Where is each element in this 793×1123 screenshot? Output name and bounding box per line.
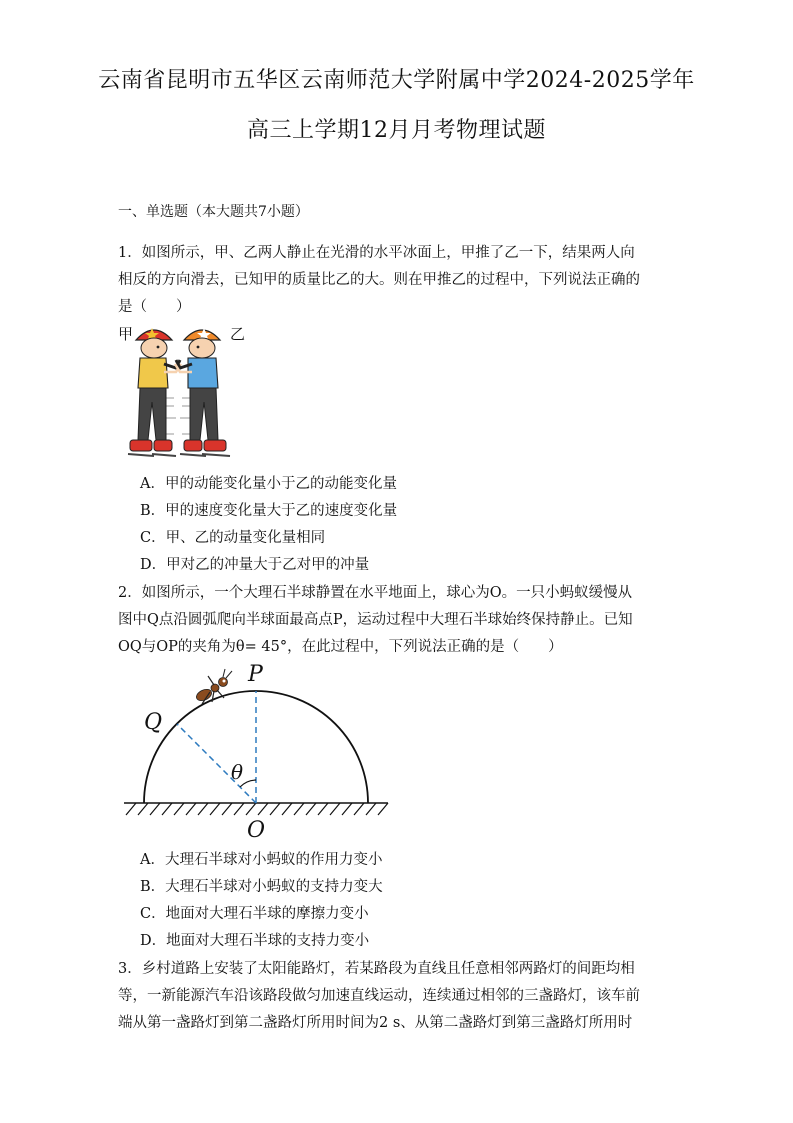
- skater-jia: [128, 328, 181, 456]
- label-q: Q: [144, 710, 163, 735]
- q2-option-d: D．地面对大理石半球的支持力变小: [140, 933, 370, 949]
- q3-line3: 端从第一盏路灯到第二盏路灯所用时间为2 s、从第二盏路灯到第三盏路灯所用时: [118, 1015, 633, 1031]
- q1-line3: 是（ ）: [118, 299, 191, 315]
- q1-line1: 1．如图所示，甲、乙两人静止在光滑的水平冰面上，甲推了乙一下，结果两人向: [118, 245, 635, 261]
- label-theta: θ: [231, 760, 244, 784]
- q2-option-b: B．大理石半球对小蚂蚁的支持力变大: [140, 879, 383, 895]
- q2-option-a: A．大理石半球对小蚂蚁的作用力变小: [140, 852, 383, 868]
- q3-line2: 等，一新能源汽车沿该路段做匀加速直线运动，连续通过相邻的三盏路灯，该车前: [118, 988, 640, 1004]
- q2-line1: 2．如图所示，一个大理石半球静置在水平地面上，球心为O。一只小蚂蚁缓慢从: [118, 585, 633, 601]
- q1-label-jia: 甲: [118, 325, 134, 343]
- label-o: O: [247, 818, 266, 843]
- page-title-line2: 高三上学期12月月考物理试题: [247, 118, 546, 143]
- q2-line2: 图中Q点沿圆弧爬向半球面最高点P，运动过程中大理石半球始终保持静止。已知: [118, 612, 633, 628]
- label-p: P: [248, 662, 263, 687]
- section-header: 一、单选题（本大题共7小题）: [118, 204, 309, 220]
- page-title-line1: 云南省昆明市五华区云南师范大学附属中学2024-2025学年: [98, 68, 695, 93]
- q1-option-d: D．甲对乙的冲量大于乙对甲的冲量: [140, 557, 370, 573]
- q1-option-b: B．甲的速度变化量大于乙的速度变化量: [140, 503, 398, 519]
- q1-option-c: C．甲、乙的动量变化量相同: [140, 530, 326, 546]
- q2-option-c: C．地面对大理石半球的摩擦力变小: [140, 906, 369, 922]
- skater-yi: [175, 328, 230, 456]
- q1-line2: 相反的方向滑去，已知甲的质量比乙的大。则在甲推乙的过程中，下列说法正确的: [118, 272, 640, 288]
- q1-label-yi: 乙: [230, 325, 246, 343]
- skaters-illustration: [118, 322, 258, 468]
- q3-line1: 3．乡村道路上安装了太阳能路灯，若某路段为直线且任意相邻两路灯的间距均相: [118, 961, 635, 977]
- q2-line3: OQ与OP的夹角为θ= 45°，在此过程中，下列说法正确的是（ ）: [118, 639, 563, 655]
- q1-option-a: A．甲的动能变化量小于乙的动能变化量: [140, 476, 397, 492]
